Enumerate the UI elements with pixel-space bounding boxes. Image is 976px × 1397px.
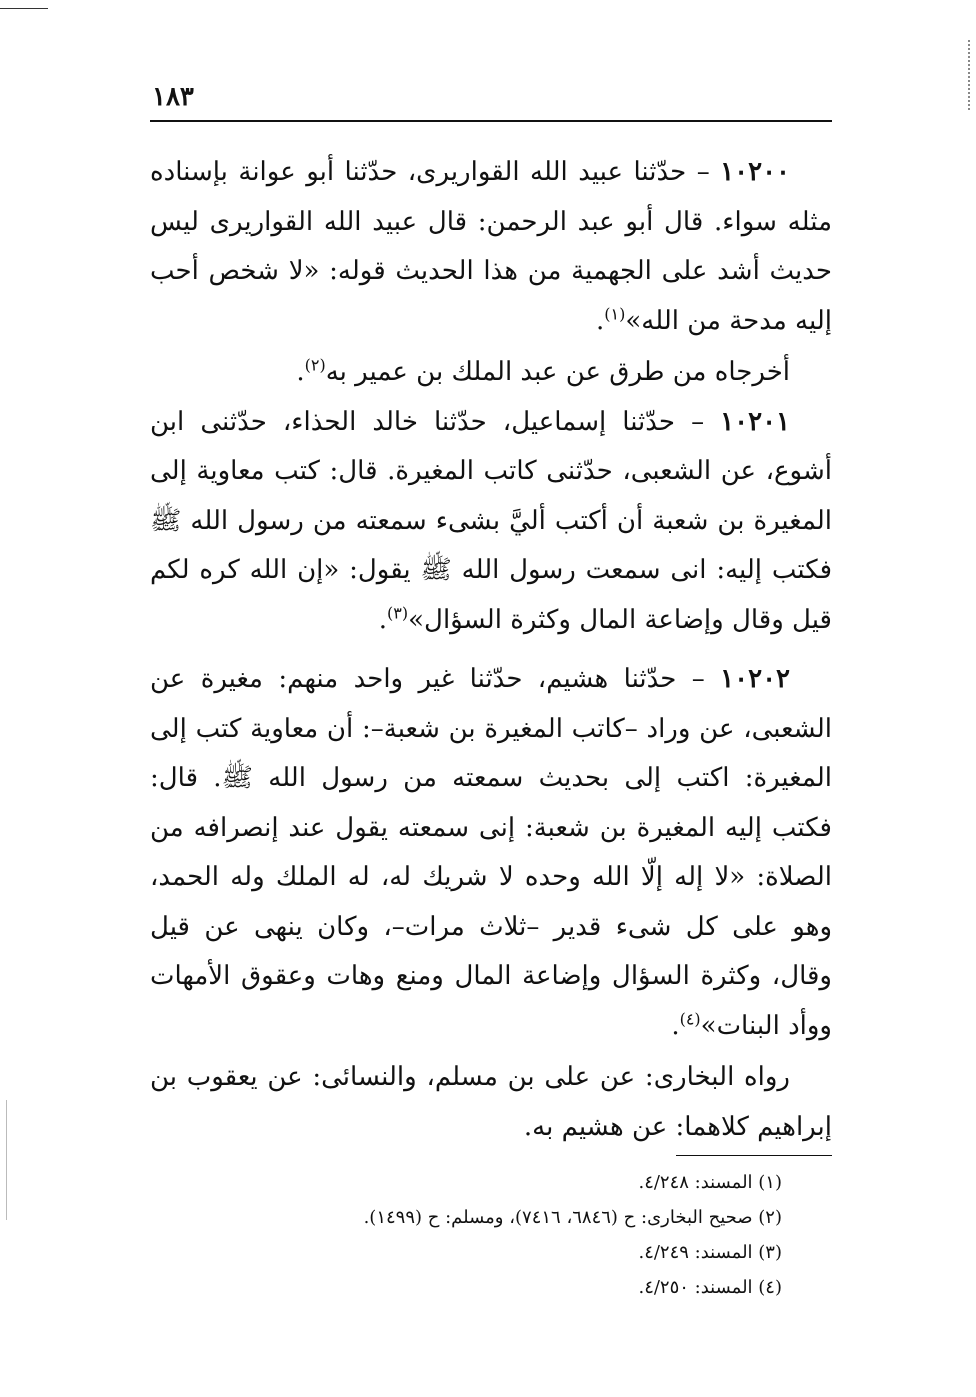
header-rule xyxy=(150,120,832,122)
entry-note: أخرجاه من طرق عن عبد الملك بن عمير به$^{(٢)}$. xyxy=(296,355,790,387)
entry-10200: ١٠٢٠٠ – حدّثنا عبيد الله القواريرى، حدّثنا أبو عوانة بإسناده مثله سواء. قال أبو عبد الرحمن: قال عبيد الله القواريرى ليس حديث أشد على الجهمية من هذا الحديث قوله: «لا شخص أحب إليه مدحة من الله»$^{(١)}$. xyxy=(150,157,832,336)
entry-number: ١٠٢٠٢ xyxy=(720,664,790,694)
footnote-4: (٤) المسند: ٤/٢٥٠. xyxy=(638,1277,782,1298)
entry-text: – حدّثنا عبيد الله القواريرى، حدّثنا أبو عوانة بإسناده مثله سواء. قال أبو عبد الرحمن: قال عبيد الله القواريرى ليس حديث أشد على الجهمية من هذا الحديث قوله: «لا شخص أحب إليه مدحة من الله» xyxy=(150,157,832,336)
entry-number: ١٠٢٠٠ xyxy=(720,157,790,187)
footnote-ref[interactable]: (٣) xyxy=(387,602,409,622)
page-number: ١٨٣ xyxy=(152,82,194,112)
entry-text: – حدّثنا هشيم، حدّثنا غير واحد منهم: مغيرة عن الشعبى، عن وراد –كاتب المغيرة بن شعبة–: أن معاوية كتب إلى المغيرة: اكتب إلى بحديث سمعته من رسول الله ﷺ. قال: فكتب إليه المغيرة بن شعبة: إنى سمعته يقول عند إنصرافه من الصلاة: «لا إله إلّا الله وحده لا شريك له، له الملك وله الحمد، وهو على كل شىء قدير –ثلاث مرات–، وكان ينهى عن قيل وقال، وكثرة السؤال وإضاعة المال ومنع وهات وعقوق الأمهات ووأد البنات» xyxy=(150,664,832,1041)
footnote-ref[interactable]: (٢) xyxy=(304,355,326,375)
corner-rule xyxy=(0,8,48,9)
footnote-1: (١) المسند: ٤/٢٤٨. xyxy=(638,1172,782,1193)
entry-number: ١٠٢٠١ xyxy=(720,406,790,437)
footnote-2: (٢) صحيح البخارى: ح (٦٨٤٦، ٧٤١٦)، ومسلم: ح (١٤٩٩). xyxy=(363,1207,782,1228)
closing-text: رواه البخارى: عن على بن مسلم، والنسائى: عن يعقوب بن إبراهيم كلاهما: عن هشيم به. xyxy=(150,1062,832,1142)
entry-text: – حدّثنا إسماعيل، حدّثنا خالد الحذاء، حدّثنى ابن أشوع، عن الشعبى، حدّثنى كاتب المغيرة. قال: كتب معاوية إلى المغيرة بن شعبة أن أكتب أليَّ بشىء سمعته من رسول الله ﷺ فكتب إليه: انى سمعت رسول الله ﷺ يقول: «إن الله كره لكم قيل وقال وإضاعة المال وكثرة السؤال» xyxy=(150,406,832,635)
edge-marks xyxy=(966,40,970,110)
footnotes xyxy=(150,1165,782,1305)
entry-10202: ١٠٢٠٢ – حدّثنا هشيم، حدّثنا غير واحد منهم: مغيرة عن الشعبى، عن وراد –كاتب المغيرة بن شعبة–: أن معاوية كتب إلى المغيرة: اكتب إلى بحديث سمعته من رسول الله ﷺ. قال: فكتب إليه المغيرة بن شعبة: إنى سمعته يقول عند إنصرافه من الصلاة: «لا إله إلّا الله وحده لا شريك له، له الملك وله الحمد، وهو على كل شىء قدير –ثلاث مرات–، وكان ينهى عن قيل وقال، وكثرة السؤال وإضاعة المال ومنع وهات وعقوق الأمهات ووأد البنات»$^{(٤)}$. xyxy=(150,664,832,1041)
entry-10201: ١٠٢٠١ – حدّثنا إسماعيل، حدّثنا خالد الحذاء، حدّثنى ابن أشوع، عن الشعبى، حدّثنى كاتب المغيرة. قال: كتب معاوية إلى المغيرة بن شعبة أن أكتب أليَّ بشىء سمعته من رسول الله ﷺ فكتب إليه: انى سمعت رسول الله ﷺ يقول: «إن الله كره لكم قيل وقال وإضاعة المال وكثرة السؤال»$^{(٣)}$. xyxy=(150,406,832,635)
footnote-3: (٣) المسند: ٤/٢٤٩. xyxy=(638,1242,782,1263)
footnote-ref[interactable]: (١) xyxy=(604,303,626,323)
footnote-ref[interactable]: (٤) xyxy=(679,1008,701,1028)
footnote-separator xyxy=(676,1155,832,1156)
scan-edge-line xyxy=(6,1100,7,1220)
body-text xyxy=(150,148,832,1152)
